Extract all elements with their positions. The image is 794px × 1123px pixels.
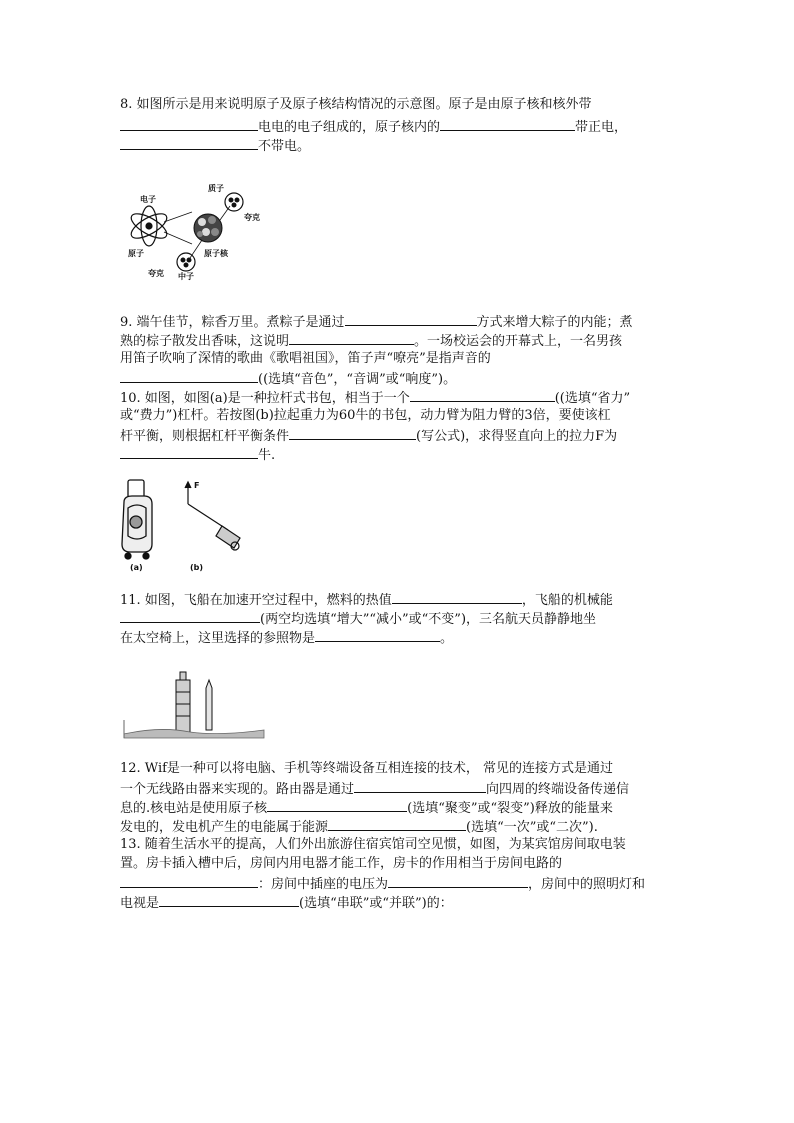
answer-blank[interactable] bbox=[345, 312, 477, 326]
q11-line-3: 在太空椅上，这里选择的参照物是 。 bbox=[120, 628, 453, 648]
q9-line-1: 9. 端午佳节，粽香万里。煮粽子是通过 方式来增大粽子的内能；煮 bbox=[120, 312, 633, 332]
q10-line-4: 牛. bbox=[120, 445, 275, 465]
rocket-launch-figure bbox=[120, 668, 268, 740]
answer-blank[interactable] bbox=[289, 331, 414, 345]
q13-line-2: 置。房卡插入槽中后，房间内用电器才能工作，房卡的作用相当于房间电路的 bbox=[120, 856, 563, 871]
q9-line-4: ((选填“音色”，“音调”或“响度”)。 bbox=[120, 369, 456, 389]
atom-icon bbox=[128, 206, 171, 246]
lever-diagram-icon bbox=[185, 482, 240, 550]
launch-tower-icon bbox=[176, 672, 190, 732]
q11-line-1: 11. 如图，飞船在加速开空过程中，燃料的热值 ，飞船的机械能 bbox=[120, 590, 613, 610]
q12-line-1: 12. Wif是一种可以将电脑、手机等终端设备互相连接的技术， 常见的连接方式是通过 bbox=[120, 761, 614, 776]
answer-blank[interactable] bbox=[120, 117, 258, 131]
q10-line-2: 或“费力”)杠杆。若按图(b)拉起重力为60牛的书包，动力臂为阻力臂的3倍，要使该杠 bbox=[120, 408, 611, 423]
label-quark-bottom: 夸克 bbox=[148, 269, 164, 278]
answer-blank[interactable] bbox=[120, 369, 258, 383]
answer-blank[interactable] bbox=[289, 426, 416, 440]
answer-blank[interactable] bbox=[120, 136, 258, 150]
backpack-icon bbox=[122, 480, 152, 559]
lever-bag-figure bbox=[118, 474, 258, 572]
q8-line-1: 8. 如图所示是用来说明原子及原子核结构情况的示意图。原子是由原子核和核外带 bbox=[120, 97, 592, 112]
neutron-icon bbox=[177, 253, 195, 271]
q8-line-2: 电电的电子组成的，原子核内的 带正电， bbox=[120, 117, 627, 137]
answer-blank[interactable] bbox=[388, 874, 528, 888]
q13-line-4: 电视是 (选填“串联”或“并联”)的： bbox=[120, 893, 453, 913]
label-proton: 质子 bbox=[208, 184, 224, 193]
rocket-icon bbox=[206, 680, 212, 730]
answer-blank[interactable] bbox=[440, 117, 575, 131]
label-a: (a) bbox=[130, 563, 143, 572]
q10-line-3: 杆平衡，则根据杠杆平衡条件 (写公式)，求得竖直向上的拉力F为 bbox=[120, 426, 617, 446]
proton-icon bbox=[225, 193, 243, 211]
answer-blank[interactable] bbox=[410, 388, 555, 402]
q9-line-3: 用笛子吹响了深情的歌曲《歌唱祖国》，笛子声“嘹亮”是指声音的 bbox=[120, 351, 491, 366]
label-quark-top: 夸克 bbox=[244, 213, 260, 222]
q10-line-1: 10. 如图，如图(a)是一种拉杆式书包，相当于一个 ((选填“省力” bbox=[120, 388, 630, 408]
q12-line-4: 发电的，发电机产生的电能属于能源 (选填“一次”或“二次”). bbox=[120, 817, 598, 837]
q12-line-3: 息的.核电站是使用原子核 (选填“聚变”或“裂变”)释放的能量来 bbox=[120, 798, 613, 818]
answer-blank[interactable] bbox=[328, 817, 466, 831]
atom-structure-figure bbox=[122, 182, 272, 282]
label-b: (b) bbox=[190, 563, 204, 572]
answer-blank[interactable] bbox=[315, 628, 440, 642]
answer-blank[interactable] bbox=[267, 798, 407, 812]
answer-blank[interactable] bbox=[120, 609, 260, 623]
answer-blank[interactable] bbox=[392, 590, 522, 604]
answer-blank[interactable] bbox=[354, 779, 486, 793]
ground-icon bbox=[124, 729, 264, 738]
answer-blank[interactable] bbox=[120, 874, 258, 888]
q13-line-3: ：房间中插座的电压为 ，房间中的照明灯和 bbox=[120, 874, 645, 894]
label-nucleus: 原子核 bbox=[204, 249, 228, 258]
label-electron: 电子 bbox=[140, 195, 156, 204]
q8-line-3: 不带电。 bbox=[120, 136, 310, 156]
q13-line-1: 13. 随着生活水平的提高，人们外出旅游住宿宾馆司空见惯，如图，为某宾馆房间取电装 bbox=[120, 837, 626, 852]
label-force-f: F bbox=[194, 481, 200, 490]
answer-blank[interactable] bbox=[159, 893, 299, 907]
label-neutron: 中子 bbox=[178, 272, 194, 281]
q9-line-2: 熟的棕子散发出香味，这说明 。一场校运会的开幕式上，一名男孩 bbox=[120, 331, 622, 351]
nucleus-icon bbox=[194, 214, 222, 242]
q12-line-2: 一个无线路由器来实现的。路由器是通过 向四周的终端设备传递信 bbox=[120, 779, 629, 799]
answer-blank[interactable] bbox=[120, 445, 258, 459]
label-atom: 原子 bbox=[128, 249, 144, 258]
q11-line-2: (两空均选填“增大”“减小”或“不变”)，三名航天员静静地坐 bbox=[120, 609, 596, 629]
